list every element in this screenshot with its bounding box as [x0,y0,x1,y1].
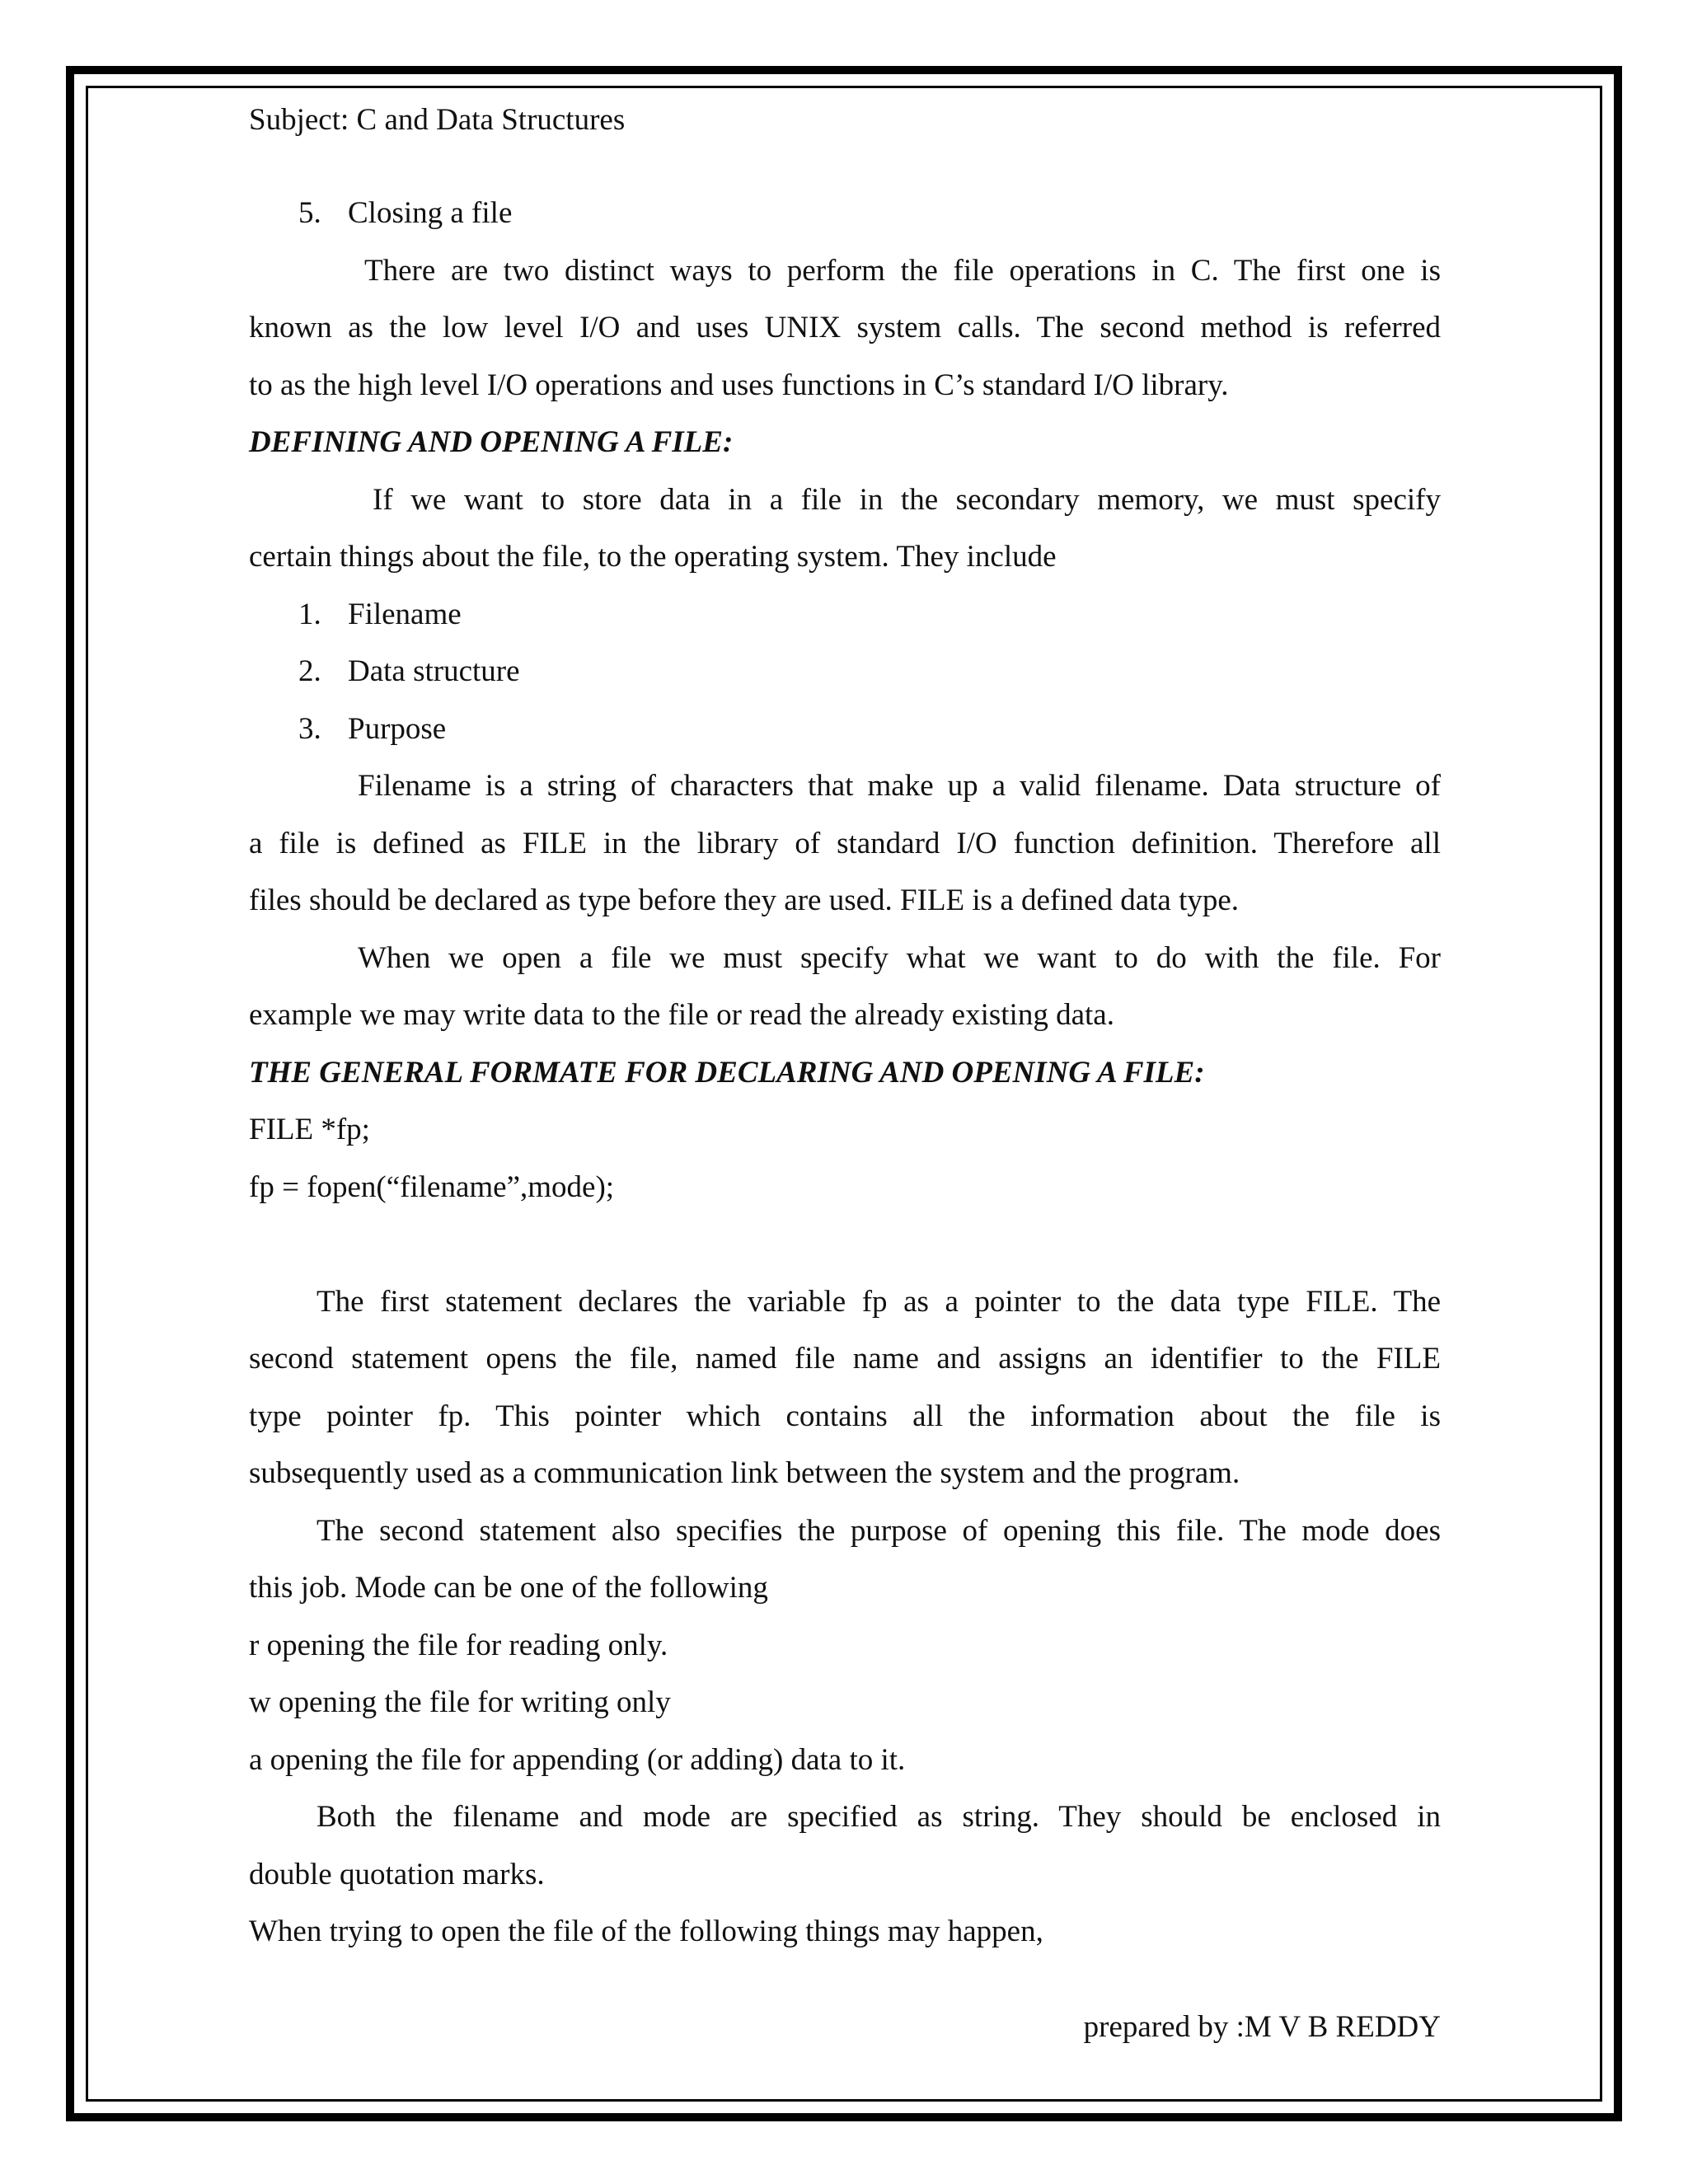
para6-line1: The second statement also specifies the purpose of opening this file. The mode does [316,1513,1441,1548]
list-number: 2. [298,654,321,688]
list-text: Data structure [348,654,520,688]
para1-line3: to as the high level I/O operations and uses functions in C’s standard I/O library. [249,368,1229,402]
para4-line1: When we open a file we must specify what we want to do with the file. For [358,940,1441,975]
blank-line [249,1216,1441,1273]
para5-line4: subsequently used as a communication link between the system and the program. [249,1456,1240,1490]
list-item-closing-file [249,185,1441,242]
heading-defining-opening-file: DEFINING AND OPENING A FILE: [249,425,734,459]
para6-line2: this job. Mode can be one of the following [249,1571,768,1605]
para1-line1: There are two distinct ways to perform the file operations in C. The first one is [364,253,1441,288]
para2-line1: If we want to store data in a file in the secondary memory, we must specify [373,482,1441,517]
list-number: 3. [298,711,321,746]
subject-header: Subject: C and Data Structures [249,103,626,137]
page-content [249,96,1441,1961]
list-text: Purpose [348,711,447,746]
heading-general-format: THE GENERAL FORMATE FOR DECLARING AND OPENING A FILE: [249,1055,1205,1090]
para7-line2: double quotation marks. [249,1857,545,1891]
mode-append: a opening the file for appending (or adding) data to it. [249,1742,906,1777]
code-line-declare: FILE *fp; [249,1113,370,1146]
para3-line2: a file is defined as FILE in the library of standard I/O function definition. Therefore all [249,826,1441,860]
para3-line1: Filename is a string of characters that make up a valid filename. Data structure of [358,769,1441,803]
footer-prepared-by: prepared by :M V B REDDY [1083,2010,1441,2044]
para5-line1: The first statement declares the variable fp as a pointer to the data type FILE. The [316,1284,1441,1319]
list-item-purpose [249,701,1441,758]
list-item-data-structure [249,643,1441,701]
code-line-fopen: fp = fopen(“filename”,mode); [249,1169,615,1204]
list-number: 1. [298,597,321,631]
para7-line1: Both the filename and mode are specified as string. They should be enclosed in [316,1800,1441,1834]
para4-line2: example we may write data to the file or read the already existing data. [249,998,1114,1032]
list-text: Closing a file [348,196,513,230]
mode-read: r opening the file for reading only. [249,1628,668,1662]
para5-line3: type pointer fp. This pointer which contains all the information about the file is [249,1399,1441,1433]
para5-line2: second statement opens the file, named file name and assigns an identifier to the FILE [249,1342,1441,1376]
para2-line2: certain things about the file, to the operating system. They include [249,540,1057,574]
para3-line3: files should be declared as type before they are used. FILE is a defined data type. [249,883,1240,917]
para1-line2: known as the low level I/O and uses UNIX system calls. The second method is referred [249,311,1441,344]
list-number: 5. [298,196,321,230]
list-text: Filename [348,597,462,631]
list-item-filename [249,586,1441,644]
para8-line1: When trying to open the file of the following things may happen, [249,1915,1043,1948]
mode-write: w opening the file for writing only [249,1685,671,1719]
